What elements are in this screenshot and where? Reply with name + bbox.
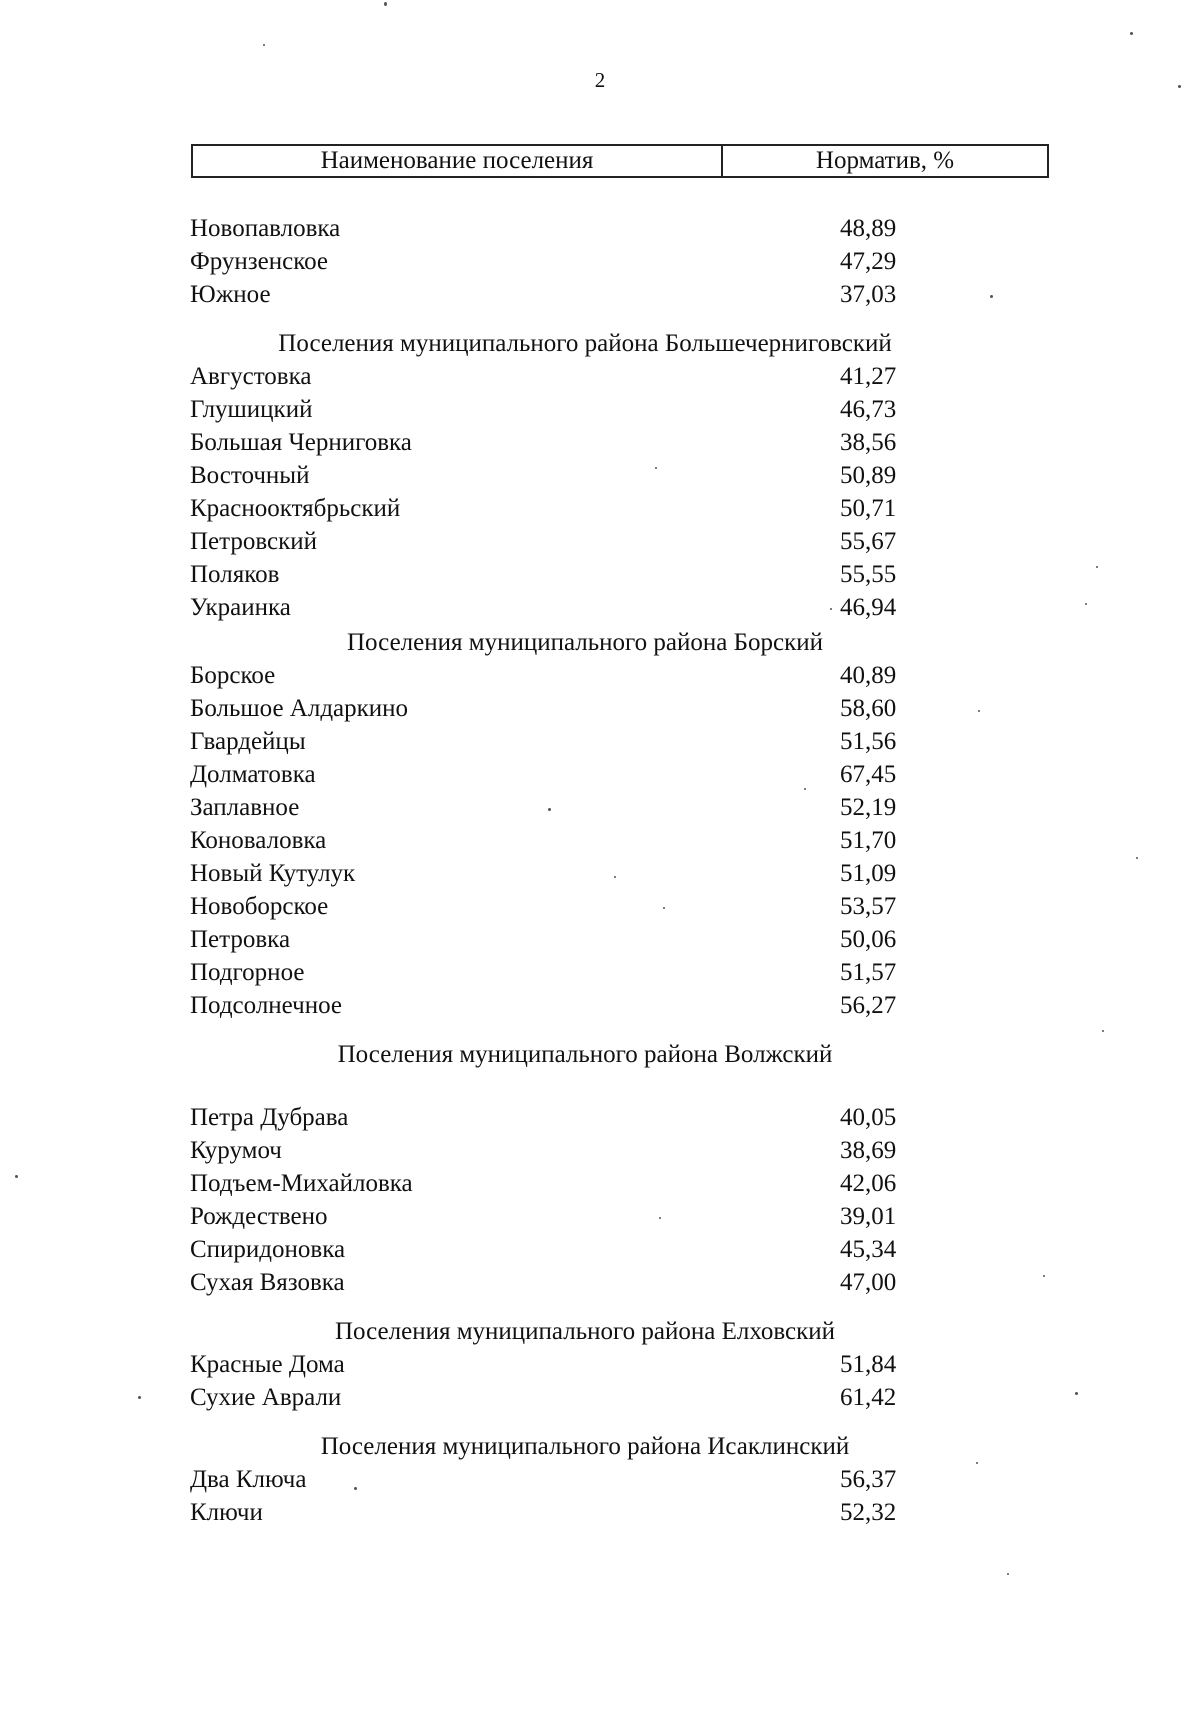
settlement-row bbox=[190, 1496, 920, 1529]
settlement-row bbox=[190, 1348, 920, 1381]
table-header bbox=[191, 144, 1049, 178]
settlement-name: Долматовка bbox=[190, 761, 316, 788]
settlement-name: Рождествено bbox=[190, 1203, 328, 1230]
scan-speck bbox=[990, 295, 993, 298]
settlement-row bbox=[190, 1266, 920, 1299]
settlement-name: Большое Алдаркино bbox=[190, 695, 409, 722]
settlement-name: Августовка bbox=[190, 363, 312, 390]
settlement-row bbox=[190, 212, 920, 245]
settlement-norm-value: 48,89 bbox=[840, 215, 897, 242]
settlement-norm-value: 52,32 bbox=[840, 1499, 897, 1526]
district-section bbox=[190, 212, 920, 311]
district-section bbox=[190, 1315, 920, 1414]
norm-column-header: Норматив, % bbox=[815, 147, 955, 174]
settlement-norm-value: 38,56 bbox=[840, 429, 897, 456]
district-title: Поселения муниципального района Исаклинский bbox=[320, 1433, 850, 1460]
settlement-norm-value: 42,06 bbox=[840, 1170, 897, 1197]
settlement-name: Спиридоновка bbox=[190, 1236, 346, 1263]
scan-speck bbox=[804, 788, 806, 790]
scan-speck bbox=[384, 2, 387, 6]
settlement-name: Большая Черниговка bbox=[190, 429, 412, 456]
settlement-row bbox=[190, 245, 920, 278]
name-column-header: Наименование поселения bbox=[193, 146, 723, 176]
settlement-row bbox=[190, 492, 920, 525]
settlement-norm-value: 51,57 bbox=[840, 959, 897, 986]
settlement-norm-value: 38,69 bbox=[840, 1137, 897, 1164]
settlement-norm-value: 50,06 bbox=[840, 926, 897, 953]
settlement-name: Подгорное bbox=[190, 959, 305, 986]
settlement-norm-value: 40,89 bbox=[840, 662, 897, 689]
settlement-norm-value: 51,84 bbox=[840, 1351, 897, 1378]
settlement-norm-value: 37,03 bbox=[840, 281, 897, 308]
settlement-norm-value: 45,34 bbox=[840, 1236, 897, 1263]
settlement-name: Курумоч bbox=[190, 1137, 282, 1164]
settlement-norm-value: 51,09 bbox=[840, 860, 897, 887]
settlement-name: Подъем-Михайловка bbox=[190, 1170, 413, 1197]
settlement-row bbox=[190, 824, 920, 857]
settlement-row bbox=[190, 923, 920, 956]
settlement-norm-value: 67,45 bbox=[840, 761, 897, 788]
scan-speck bbox=[1085, 603, 1087, 605]
settlement-norm-value: 47,29 bbox=[840, 248, 897, 275]
settlement-row bbox=[190, 725, 920, 758]
settlement-row bbox=[190, 659, 920, 692]
settlement-row bbox=[190, 1463, 920, 1496]
settlement-name: Сухая Вязовка bbox=[190, 1269, 345, 1296]
settlement-name: Петровка bbox=[190, 926, 291, 953]
settlement-norm-value: 46,94 bbox=[840, 594, 897, 621]
settlement-norm-value: 50,71 bbox=[840, 495, 897, 522]
settlement-name: Новоборское bbox=[190, 893, 329, 920]
scan-speck bbox=[663, 907, 665, 909]
settlement-name: Украинка bbox=[190, 594, 291, 621]
settlement-name: Восточный bbox=[190, 462, 310, 489]
settlement-row bbox=[190, 360, 920, 393]
settlement-norm-value: 55,67 bbox=[840, 528, 897, 555]
scan-speck bbox=[548, 808, 551, 811]
district-section bbox=[190, 1430, 920, 1529]
page-number: 2 bbox=[594, 68, 606, 92]
settlement-norm-value: 52,19 bbox=[840, 794, 897, 821]
scan-speck bbox=[830, 608, 832, 610]
settlement-row bbox=[190, 857, 920, 890]
settlement-name: Сухие Аврали bbox=[190, 1384, 342, 1411]
scan-speck bbox=[1007, 1573, 1009, 1575]
settlement-norm-value: 55,55 bbox=[840, 561, 897, 588]
settlement-norm-value: 41,27 bbox=[840, 363, 897, 390]
settlement-name: Борское bbox=[190, 662, 276, 689]
scan-speck bbox=[1096, 566, 1098, 568]
scan-speck bbox=[614, 876, 616, 878]
settlement-row bbox=[190, 1233, 920, 1266]
settlement-row bbox=[190, 758, 920, 791]
settlement-list bbox=[190, 212, 920, 1529]
settlement-row bbox=[190, 278, 920, 311]
settlement-norm-value: 56,37 bbox=[840, 1466, 897, 1493]
scan-speck bbox=[138, 1396, 141, 1399]
settlement-norm-value: 56,27 bbox=[840, 992, 897, 1019]
settlement-norm-value: 40,05 bbox=[840, 1104, 897, 1131]
settlement-norm-value: 51,70 bbox=[840, 827, 897, 854]
scan-speck bbox=[1075, 1392, 1078, 1395]
settlement-norm-value: 39,01 bbox=[840, 1203, 897, 1230]
settlement-norm-value: 51,56 bbox=[840, 728, 897, 755]
scan-speck bbox=[1043, 1275, 1045, 1277]
settlement-row bbox=[190, 1167, 920, 1200]
district-title: Поселения муниципального района Большечерниговский bbox=[278, 330, 892, 357]
settlement-name: Гвардейцы bbox=[190, 728, 306, 755]
settlement-name: Заплавное bbox=[190, 794, 300, 821]
scan-speck bbox=[1130, 32, 1133, 35]
settlement-row bbox=[190, 1200, 920, 1233]
scan-speck bbox=[354, 1487, 357, 1490]
settlement-row bbox=[190, 558, 920, 591]
scan-speck bbox=[655, 467, 657, 469]
settlement-name: Фрунзенское bbox=[190, 248, 329, 275]
settlement-name: Ключи bbox=[190, 1499, 263, 1526]
settlement-name: Южное bbox=[190, 281, 271, 308]
settlement-norm-value: 50,89 bbox=[840, 462, 897, 489]
settlement-name: Коноваловка bbox=[190, 827, 327, 854]
scan-speck bbox=[263, 44, 265, 46]
settlement-name: Красные Дома bbox=[190, 1351, 345, 1378]
scan-speck bbox=[976, 1462, 978, 1464]
settlement-name: Новый Кутулук bbox=[190, 860, 356, 887]
settlement-row bbox=[190, 791, 920, 824]
scan-speck bbox=[1178, 85, 1181, 88]
district-section bbox=[190, 327, 920, 624]
settlement-row bbox=[190, 692, 920, 725]
district-section bbox=[190, 1038, 920, 1299]
settlement-name: Два Ключа bbox=[190, 1466, 307, 1493]
settlement-row bbox=[190, 426, 920, 459]
settlement-norm-value: 46,73 bbox=[840, 396, 897, 423]
scan-speck bbox=[1102, 1030, 1104, 1032]
settlement-row bbox=[190, 1101, 920, 1134]
settlement-name: Глушицкий bbox=[190, 396, 313, 423]
settlement-norm-value: 47,00 bbox=[840, 1269, 897, 1296]
scan-speck bbox=[1136, 857, 1138, 859]
district-title: Поселения муниципального района Елховский bbox=[334, 1318, 836, 1345]
settlement-name: Подсолнечное bbox=[190, 992, 343, 1019]
settlement-row bbox=[190, 525, 920, 558]
settlement-row bbox=[190, 890, 920, 923]
settlement-name: Краснооктябрьский bbox=[190, 495, 401, 522]
settlement-norm-value: 58,60 bbox=[840, 695, 897, 722]
settlement-name: Поляков bbox=[190, 561, 280, 588]
scan-speck bbox=[978, 710, 980, 712]
settlement-row bbox=[190, 1134, 920, 1167]
settlement-row bbox=[190, 1381, 920, 1414]
district-title: Поселения муниципального района Волжский bbox=[337, 1041, 833, 1068]
settlement-name: Петра Дубрава bbox=[190, 1104, 349, 1131]
settlement-norm-value: 53,57 bbox=[840, 893, 897, 920]
district-section bbox=[190, 626, 920, 1022]
district-title: Поселения муниципального района Борский bbox=[347, 629, 823, 656]
settlement-row bbox=[190, 989, 920, 1022]
settlement-name: Петровский bbox=[190, 528, 318, 555]
settlement-row bbox=[190, 393, 920, 426]
scan-speck bbox=[659, 1217, 661, 1219]
settlement-row bbox=[190, 459, 920, 492]
scan-speck bbox=[15, 1175, 18, 1178]
settlement-norm-value: 61,42 bbox=[840, 1384, 897, 1411]
settlement-name: Новопавловка bbox=[190, 215, 341, 242]
settlement-row bbox=[190, 591, 920, 624]
settlement-row bbox=[190, 956, 920, 989]
